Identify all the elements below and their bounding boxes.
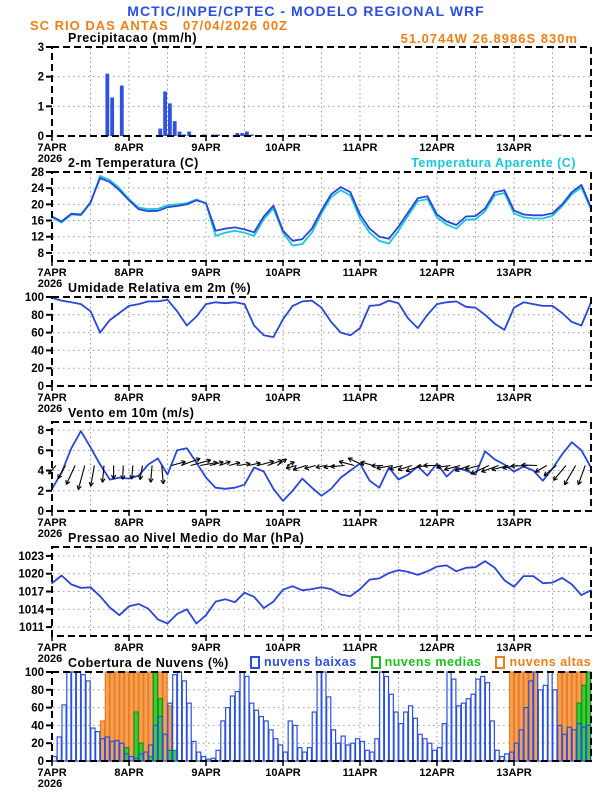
svg-text:1: 1: [37, 101, 44, 114]
svg-text:1020: 1020: [18, 568, 44, 581]
wind-arrow: [305, 465, 316, 469]
wind-arrow: [149, 465, 153, 482]
svg-text:9APR: 9APR: [191, 642, 221, 654]
svg-text:9APR: 9APR: [191, 142, 221, 154]
svg-text:20: 20: [31, 738, 44, 751]
svg-text:8APR: 8APR: [114, 517, 144, 529]
wind-arrow: [535, 465, 546, 472]
svg-text:6: 6: [37, 445, 44, 458]
svg-text:8APR: 8APR: [114, 392, 144, 404]
svg-text:9APR: 9APR: [191, 517, 221, 529]
apparent-temperature-label: Temperatura Aparente (C): [411, 156, 576, 170]
svg-text:13APR: 13APR: [496, 267, 532, 279]
svg-text:8APR: 8APR: [114, 642, 144, 654]
svg-text:40: 40: [31, 345, 44, 358]
svg-text:12APR: 12APR: [419, 517, 455, 529]
svg-text:10APR: 10APR: [265, 517, 301, 529]
svg-text:7APR: 7APR: [37, 392, 67, 404]
svg-text:8APR: 8APR: [114, 142, 144, 154]
svg-text:2: 2: [37, 71, 44, 84]
svg-text:11APR: 11APR: [342, 517, 378, 529]
svg-text:12APR: 12APR: [419, 642, 455, 654]
svg-text:9APR: 9APR: [191, 767, 221, 779]
panel-cloud-cover: [25, 667, 591, 790]
wind-arrow: [239, 462, 250, 466]
svg-text:11APR: 11APR: [342, 767, 378, 779]
svg-text:13APR: 13APR: [496, 517, 532, 529]
panel-title-pressure: Pressao ao Nivel Medio do Mar (hPa): [68, 531, 305, 545]
wind-arrow: [339, 460, 354, 465]
legend-label-low-clouds: nuvens baixas: [264, 655, 357, 669]
svg-text:13APR: 13APR: [496, 642, 532, 654]
svg-text:28: 28: [31, 167, 44, 179]
svg-text:4: 4: [37, 465, 44, 478]
svg-text:2026: 2026: [37, 153, 63, 165]
svg-text:7APR: 7APR: [37, 142, 67, 154]
svg-text:1023: 1023: [18, 550, 44, 563]
svg-text:9APR: 9APR: [191, 267, 221, 279]
svg-text:16: 16: [31, 215, 44, 228]
svg-text:13APR: 13APR: [496, 392, 532, 404]
svg-text:20: 20: [31, 363, 44, 376]
wind-arrow: [553, 465, 565, 480]
wind-arrow: [130, 465, 134, 479]
panel-wind: [37, 422, 591, 540]
wind-arrow: [331, 464, 345, 468]
legend-label-high-clouds: nuvens altas: [509, 655, 592, 669]
svg-text:60: 60: [31, 702, 44, 715]
svg-text:11APR: 11APR: [342, 267, 378, 279]
panel-pressure: [18, 547, 591, 665]
panel-precipitation: [37, 42, 591, 165]
panel-title-wind: Vento em 10m (m/s): [68, 406, 195, 420]
svg-text:8: 8: [37, 247, 44, 260]
svg-text:8APR: 8APR: [114, 767, 144, 779]
wind-arrow: [578, 465, 586, 484]
svg-text:100: 100: [24, 292, 44, 304]
station-coordinates: 51.0744W 26.8986S 830m: [400, 31, 578, 46]
wind-arrow: [77, 465, 85, 489]
wind-arrow: [66, 465, 75, 484]
svg-text:7APR: 7APR: [37, 267, 67, 279]
svg-text:2026: 2026: [37, 778, 63, 790]
svg-text:0: 0: [37, 756, 44, 768]
wind-arrow: [111, 465, 115, 478]
run-datetime: 07/04/2026 00Z: [183, 18, 289, 33]
svg-text:1017: 1017: [18, 586, 44, 599]
legend-label-mid-clouds: nuvens medias: [384, 655, 482, 669]
svg-text:40: 40: [31, 720, 44, 733]
svg-text:7APR: 7APR: [37, 767, 67, 779]
panel-title-precipitation: Precipitacao (mm/h): [68, 31, 197, 45]
svg-text:10APR: 10APR: [265, 267, 301, 279]
svg-text:3: 3: [37, 42, 44, 54]
svg-text:24: 24: [31, 183, 44, 196]
wind-arrow: [544, 465, 556, 475]
wind-arrow: [564, 465, 575, 484]
svg-text:12APR: 12APR: [419, 267, 455, 279]
wind-arrow: [316, 465, 325, 469]
model-title: MCTIC/INPE/CPTEC - MODELO REGIONAL WRF: [127, 3, 485, 19]
svg-text:9APR: 9APR: [191, 392, 221, 404]
svg-text:11APR: 11APR: [342, 642, 378, 654]
panel-humidity: [25, 292, 591, 415]
svg-text:12: 12: [31, 231, 44, 244]
svg-text:2026: 2026: [37, 403, 63, 415]
svg-text:10APR: 10APR: [265, 142, 301, 154]
svg-text:12APR: 12APR: [419, 767, 455, 779]
panel-title-humidity: Umidade Relativa em 2m (%): [68, 281, 252, 295]
svg-text:11APR: 11APR: [342, 142, 378, 154]
panel-temperature: [31, 167, 591, 290]
svg-text:1011: 1011: [19, 622, 44, 635]
wind-arrow: [229, 462, 240, 466]
svg-text:10APR: 10APR: [265, 392, 301, 404]
svg-text:2026: 2026: [37, 278, 63, 290]
svg-text:2026: 2026: [37, 528, 63, 540]
svg-text:8APR: 8APR: [114, 267, 144, 279]
svg-text:60: 60: [31, 327, 44, 340]
svg-text:7APR: 7APR: [37, 517, 67, 529]
svg-text:0: 0: [37, 506, 44, 518]
svg-text:2: 2: [37, 485, 44, 498]
svg-text:12APR: 12APR: [419, 392, 455, 404]
svg-text:11APR: 11APR: [342, 392, 378, 404]
svg-text:0: 0: [37, 131, 44, 143]
panel-title-temperature: 2-m Temperatura (C): [68, 156, 199, 170]
svg-text:12APR: 12APR: [419, 142, 455, 154]
svg-text:10APR: 10APR: [265, 767, 301, 779]
wind-arrow: [287, 462, 295, 466]
wind-arrow: [522, 463, 538, 467]
svg-text:80: 80: [31, 684, 44, 697]
svg-text:13APR: 13APR: [496, 767, 532, 779]
svg-text:1014: 1014: [18, 604, 44, 617]
svg-text:2026: 2026: [37, 653, 63, 665]
svg-text:20: 20: [31, 199, 44, 212]
svg-text:80: 80: [31, 309, 44, 322]
svg-text:8: 8: [37, 425, 44, 438]
wind-arrow: [58, 465, 66, 478]
svg-text:0: 0: [37, 381, 44, 393]
svg-text:13APR: 13APR: [496, 142, 532, 154]
svg-text:10APR: 10APR: [265, 642, 301, 654]
wind-arrow: [121, 465, 125, 479]
svg-text:7APR: 7APR: [37, 642, 67, 654]
station-name: SC RIO DAS ANTAS: [30, 18, 169, 33]
panel-title-cloud-cover: Cobertura de Nuvens (%): [68, 656, 229, 670]
svg-text:100: 100: [24, 667, 44, 679]
